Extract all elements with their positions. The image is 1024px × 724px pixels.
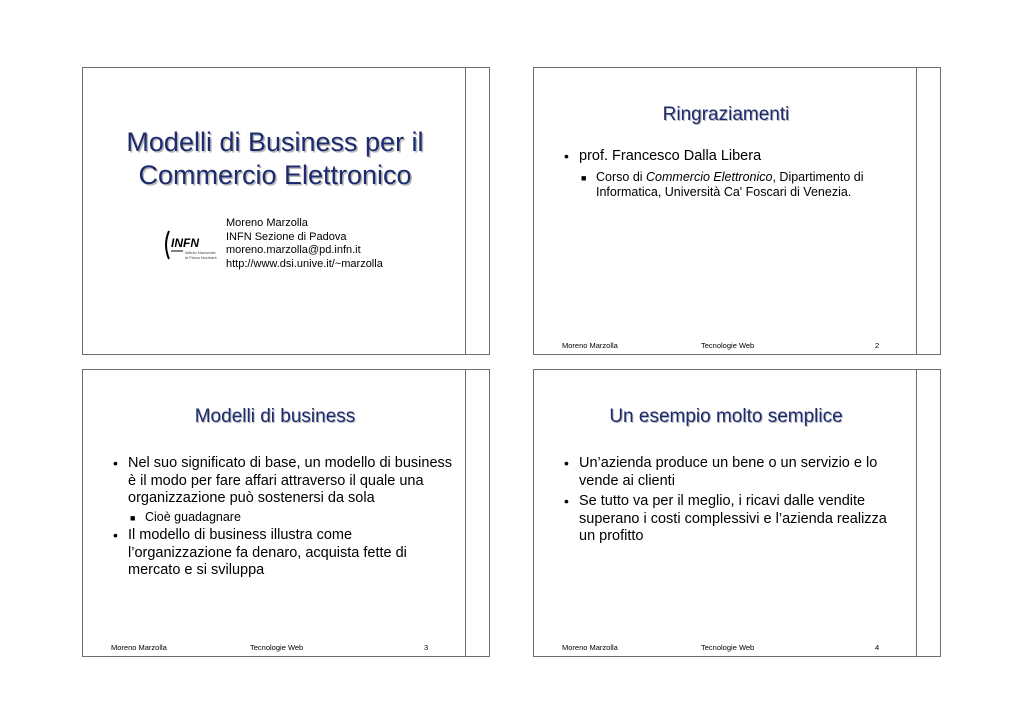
square-bullet-icon: ■ xyxy=(581,172,587,183)
bullet-list xyxy=(564,455,904,549)
logo-subtext-1: Istituto Nazionale xyxy=(185,250,216,255)
bullet-text: Se tutto va per il meglio, i ricavi dalle vendite superano i costi complessivi e l’azienda realizza un profitto xyxy=(579,493,887,544)
bullet-list xyxy=(113,455,453,582)
list-item xyxy=(564,493,904,546)
slide-4 xyxy=(533,369,941,657)
bullet-text-pre: Corso di xyxy=(596,169,647,184)
list-item xyxy=(113,455,453,508)
list-item xyxy=(113,527,453,580)
bullet-text: Nel suo significato di base, un modello di business è il modo per fare affari attraverso il quale una organizzazione può sostenersi da sola xyxy=(128,455,453,506)
bullet-text: Un’azienda produce un bene o un servizio e lo vende ai clienti xyxy=(579,455,878,489)
author-affiliation: INFN Sezione di Padova xyxy=(226,230,347,243)
title-line-2: Commercio Elettronico xyxy=(138,160,412,190)
footer-course: Tecnologie Web xyxy=(250,643,304,652)
slide-frame xyxy=(82,67,466,355)
footer-course: Tecnologie Web xyxy=(701,341,755,350)
bullet-text-emphasis: Commercio Elettronico xyxy=(646,169,773,184)
footer-author: Moreno Marzolla xyxy=(562,341,618,350)
slide-title: Modelli di business xyxy=(194,406,356,427)
bullet-dot-icon: • xyxy=(564,455,569,471)
slide-edge xyxy=(917,369,941,657)
author-website[interactable]: http://www.dsi.unive.it/~marzolla xyxy=(226,257,383,270)
author-email[interactable]: moreno.marzolla@pd.infn.it xyxy=(226,244,361,256)
slide-title: Un esempio molto semplice xyxy=(609,406,843,427)
bullet-text-post: , Dipartimento di Informatica, Università Ca' Foscari di Venezia. xyxy=(596,169,864,199)
title-line-1: Modelli di Business per il xyxy=(126,127,424,157)
bullet-list xyxy=(564,148,904,205)
bullet-dot-icon: • xyxy=(113,527,118,543)
list-item xyxy=(564,455,904,490)
slide-1 xyxy=(82,67,490,355)
bullet-text: Il modello di business illustra come l’organizzazione fa denaro, acquista fette di mercato e si sviluppa xyxy=(128,527,407,578)
slide-frame xyxy=(533,369,917,657)
list-item xyxy=(564,170,904,201)
bullet-text: Cioè guadagnare xyxy=(145,509,241,524)
footer-author: Moreno Marzolla xyxy=(111,643,167,652)
square-bullet-icon: ■ xyxy=(130,512,136,523)
slide-frame xyxy=(533,67,917,355)
footer-page-number: 2 xyxy=(875,341,880,350)
slide-title xyxy=(83,126,467,192)
bullet-text: prof. Francesco Dalla Libera xyxy=(579,148,762,164)
logo-subtext-2: di Fisica Nucleare xyxy=(185,255,217,260)
slide-edge xyxy=(466,67,490,355)
footer-page-number: 4 xyxy=(875,643,880,652)
footer-course: Tecnologie Web xyxy=(701,643,755,652)
bullet-dot-icon: • xyxy=(113,455,118,471)
slide-title: Ringraziamenti xyxy=(662,104,790,125)
slide-edge xyxy=(917,67,941,355)
infn-logo xyxy=(163,225,223,265)
slide-edge xyxy=(466,369,490,657)
slide-2 xyxy=(533,67,941,355)
slide-3 xyxy=(82,369,490,657)
logo-text: INFN xyxy=(171,236,199,250)
list-item xyxy=(113,510,453,526)
footer-author: Moreno Marzolla xyxy=(562,643,618,652)
author-block xyxy=(226,217,383,271)
slide-frame xyxy=(82,369,466,657)
bullet-dot-icon: • xyxy=(564,493,569,509)
bullet-dot-icon: • xyxy=(564,148,569,164)
list-item xyxy=(564,148,904,166)
footer-page-number: 3 xyxy=(424,643,429,652)
author-name: Moreno Marzolla xyxy=(226,217,308,229)
